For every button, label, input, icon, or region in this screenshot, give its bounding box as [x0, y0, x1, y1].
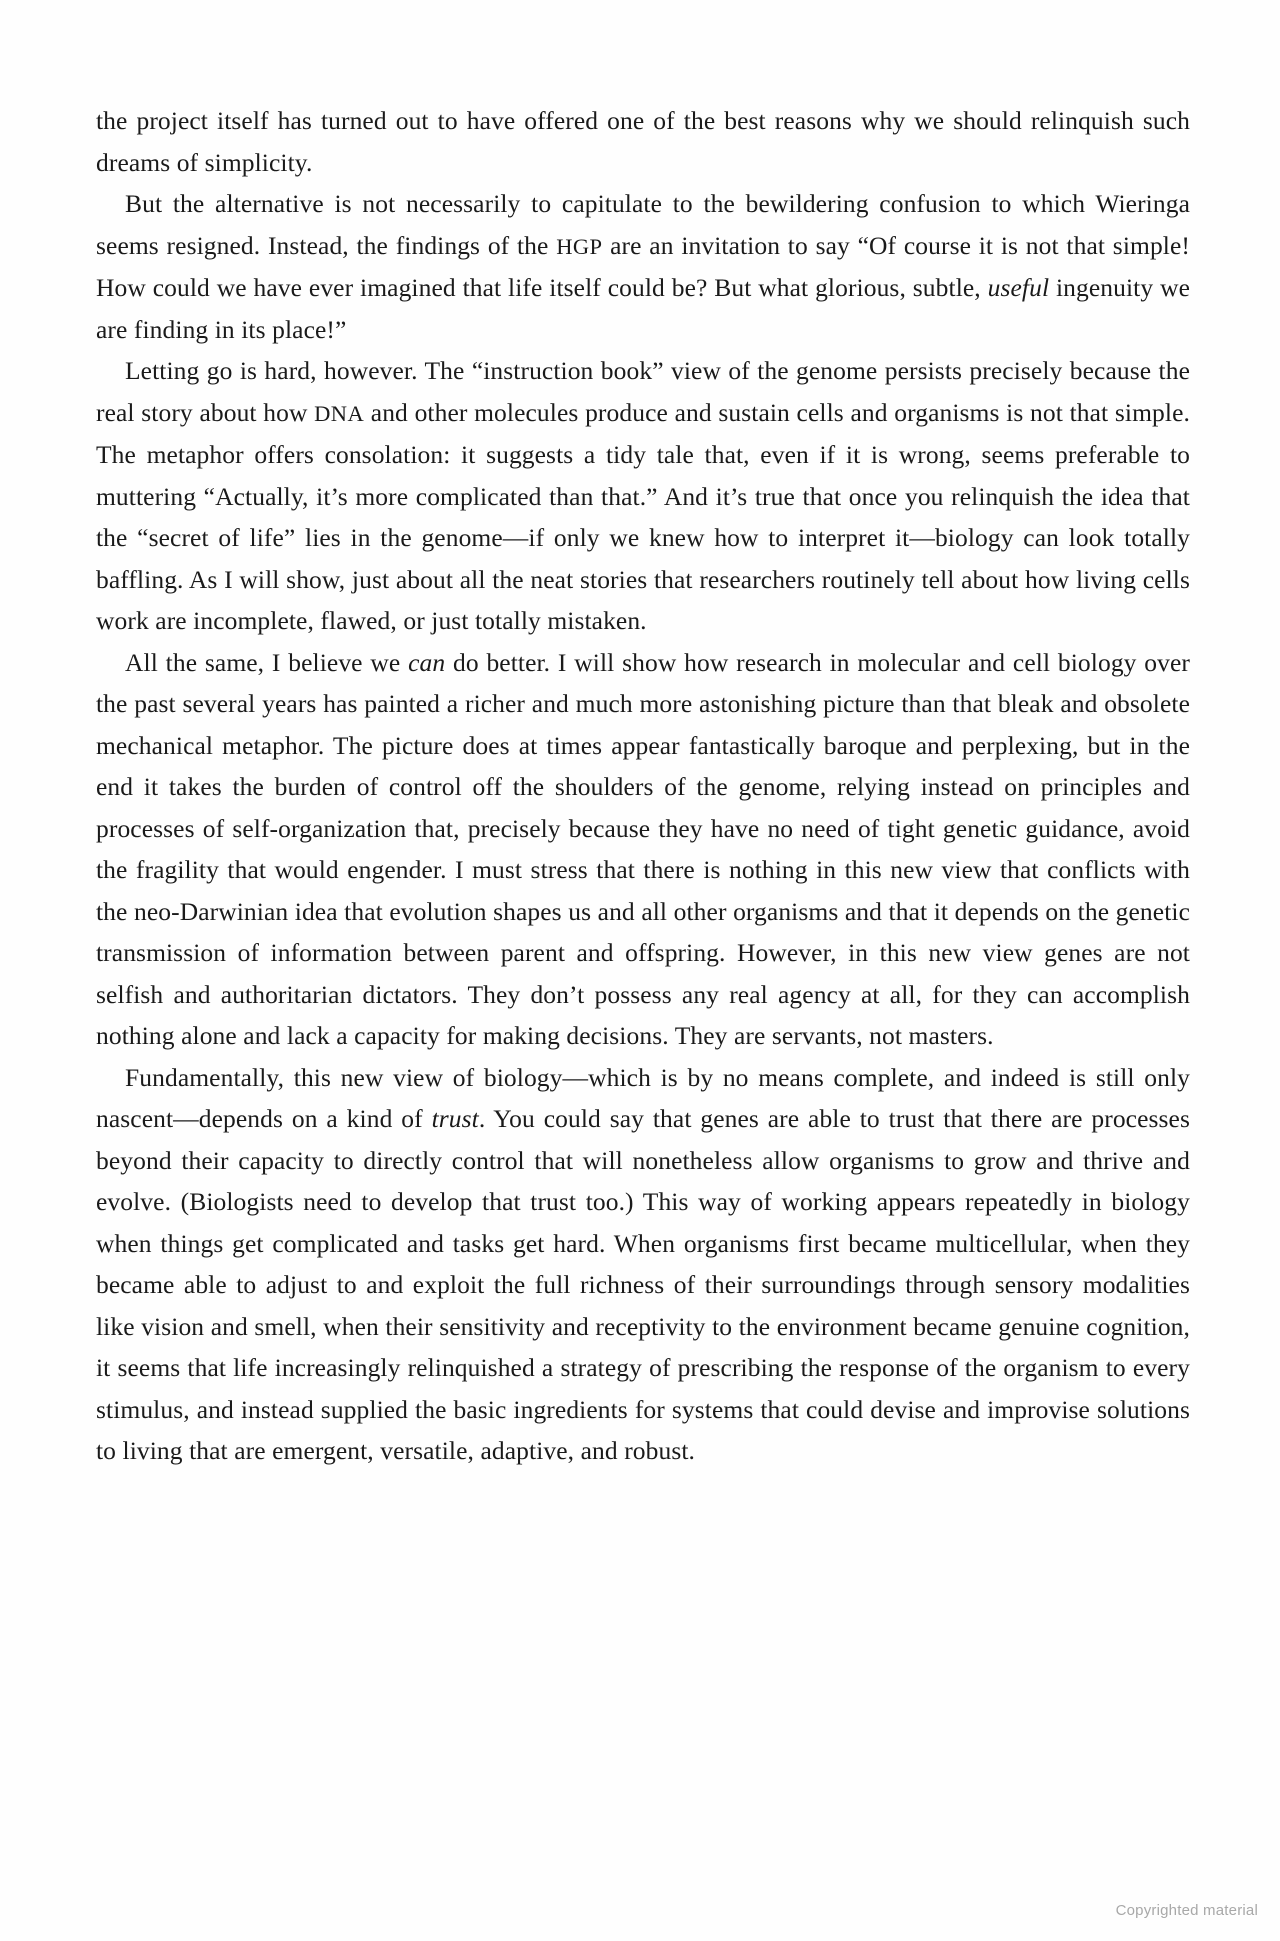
text-run: do better. I will show how research in molecular and cell biology over the past several years has painted a richer and much more astonishing picture than that bleak and obsolete mechanical metaphor. The picture does at times appear fantastically baroque and perplexing, but in the end it takes the burden of control off the shoulders of the genome, relying instead on principles and processes of self-organization that, precisely because they have no need of tight genetic guidance, avoid the fragility that would engender. I must stress that there is nothing in this new view that conflicts with the neo-Darwinian idea that evolution shapes us and all other organisms and that it depends on the genetic transmission of information between parent and offspring. However, in this new view genes are not selfish and authoritarian dictators. They don’t possess any real agency at all, for they can accomplish nothing alone and lack a capacity for making decisions. They are servants, not masters. — [96, 647, 1190, 1050]
text-run: ingenuity we are finding in its place!” — [96, 273, 1190, 344]
paragraph — [96, 350, 1190, 642]
text-run: . You could say that genes are able to trust that there are processes beyond their capacity to directly control that will nonetheless allow organisms to grow and thrive and evolve. (Biologists need to develop that trust too.) This way of working appears repeatedly in biology when things get complicated and tasks get hard. When organisms first became multicellular, when they became able to adjust to and exploit the full richness of their surroundings through sensory modalities like vision and smell, when their sensitivity and receptivity to the environment became genuine cognition, it seems that life increasingly relinquished a strategy of prescribing the response of the organism to every stimulus, and instead supplied the basic ingredients for systems that could devise and improvise solutions to living that are emergent, versatile, adaptive, and robust. — [96, 1104, 1190, 1465]
emphasis-text: useful — [987, 273, 1050, 302]
text-run: are an invitation to say “Of course it is not that simple! How could we have ever imagined that life itself could be? But what glorious, subtle, — [96, 230, 1190, 302]
paragraph — [96, 100, 1190, 183]
paragraph — [96, 183, 1190, 350]
text-run: Letting go is hard, however. The “instruction book” view of the genome persists precisely because the real story about how — [96, 356, 1190, 427]
emphasis-text: trust — [431, 1104, 479, 1133]
text-run: the project itself has turned out to have offered one of the best reasons why we should relinquish such dreams of simplicity. — [96, 106, 1190, 177]
copyright-notice: Copyrighted material — [1115, 1902, 1258, 1919]
text-run: and other molecules produce and sustain cells and organisms is not that simple. The metaphor offers consolation: it suggests a tidy tale that, even if it is wrong, seems preferable to muttering “Actually, it’s more complicated than that.” And it’s true that once you relinquish the idea that the “secret of life” lies in the genome—if only we knew how to interpret it—biology can look totally baffling. As I will show, just about all the neat stories that researchers routinely tell about how living cells work are incomplete, flawed, or just totally mistaken. — [96, 397, 1190, 635]
paragraph — [96, 1057, 1190, 1472]
acronym-text: HGP — [556, 233, 603, 259]
body-text-column — [96, 100, 1190, 1472]
text-run: All the same, I believe we — [125, 647, 409, 677]
acronym-text: DNA — [314, 400, 365, 426]
paragraph — [96, 642, 1190, 1057]
text-run: But the alternative is not necessarily to capitulate to the bewildering confusion to which Wieringa seems resigned. Instead, the findings of the — [96, 189, 1190, 260]
text-run: Fundamentally, this new view of biology—which is by no means complete, and indeed is still only nascent—depends on a kind of — [96, 1062, 1190, 1133]
emphasis-text: can — [408, 647, 446, 677]
